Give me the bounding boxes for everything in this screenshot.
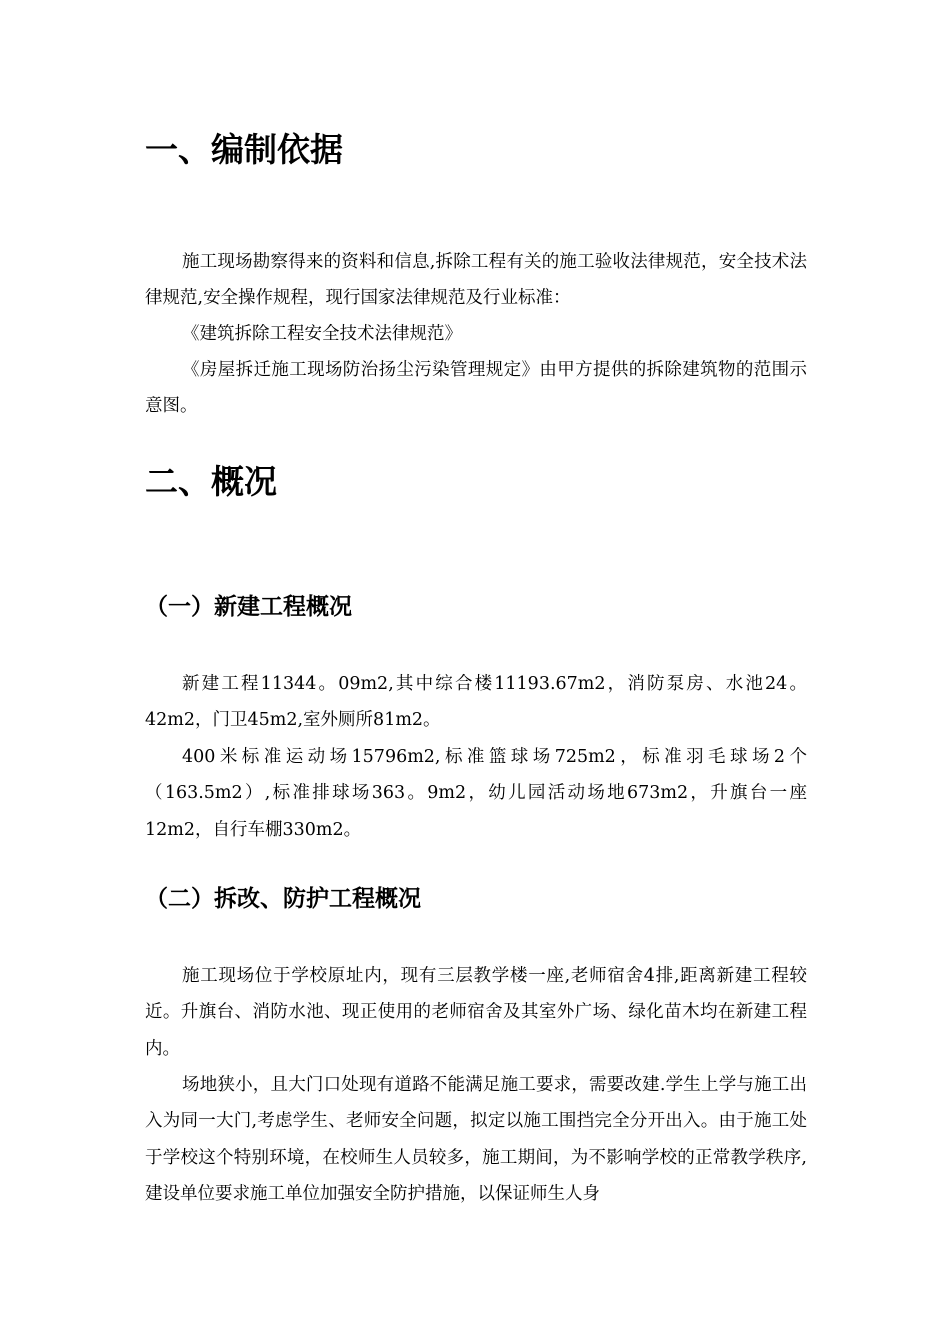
subsection-heading-new-construction: （一）新建工程概况	[145, 594, 352, 620]
paragraph-reference-regulation: 《房屋拆迁施工现场防治扬尘污染管理规定》由甲方提供的拆除建筑物的范围示意图。	[145, 360, 807, 417]
section-heading-basis: 一、编制依据	[145, 130, 343, 169]
paragraph-site-constraints: 场地狭小，且大门口处现有道路不能满足施工要求，需要改建.学生上学与施工出入为同一大门,考虑学生、老师安全问题，拟定以施工围挡完全分开出入。由于施工处于学校这个特别环境，在校师生人员较多，施工期间，为不影响学校的正常教学秩序,建设单位要求施工单位加强安全防护措施，以保证师生人身	[145, 1075, 807, 1205]
paragraph-new-construction-areas: 新建工程11344。09m2,其中综合楼11193.67m2，消防泵房、水池24。42m2，门卫45m2,室外厕所81m2。	[145, 674, 807, 731]
paragraph-reference-standard: 《建筑拆除工程安全技术法律规范》	[182, 324, 462, 344]
paragraph-site-location: 施工现场位于学校原址内，现有三层教学楼一座,老师宿舍4排,距离新建工程较近。升旗台、消防水池、现正使用的老师宿舍及其室外广场、绿化苗木均在新建工程内。	[145, 966, 807, 1059]
subsection-heading-demolition-protection: （二）拆改、防护工程概况	[145, 886, 421, 912]
paragraph-sports-facilities: 400米标准运动场15796m2,标准篮球场725m2，标准羽毛球场2个（163.5m2）,标准排球场363。9m2，幼儿园活动场地673m2，升旗台一座12m2，自行车棚330m2。	[145, 747, 807, 840]
section-heading-overview: 二、概况	[145, 462, 277, 501]
paragraph-basis-sources: 施工现场勘察得来的资料和信息,拆除工程有关的施工验收法律规范，安全技术法律规范,安全操作规程，现行国家法律规范及行业标准：	[145, 252, 807, 309]
